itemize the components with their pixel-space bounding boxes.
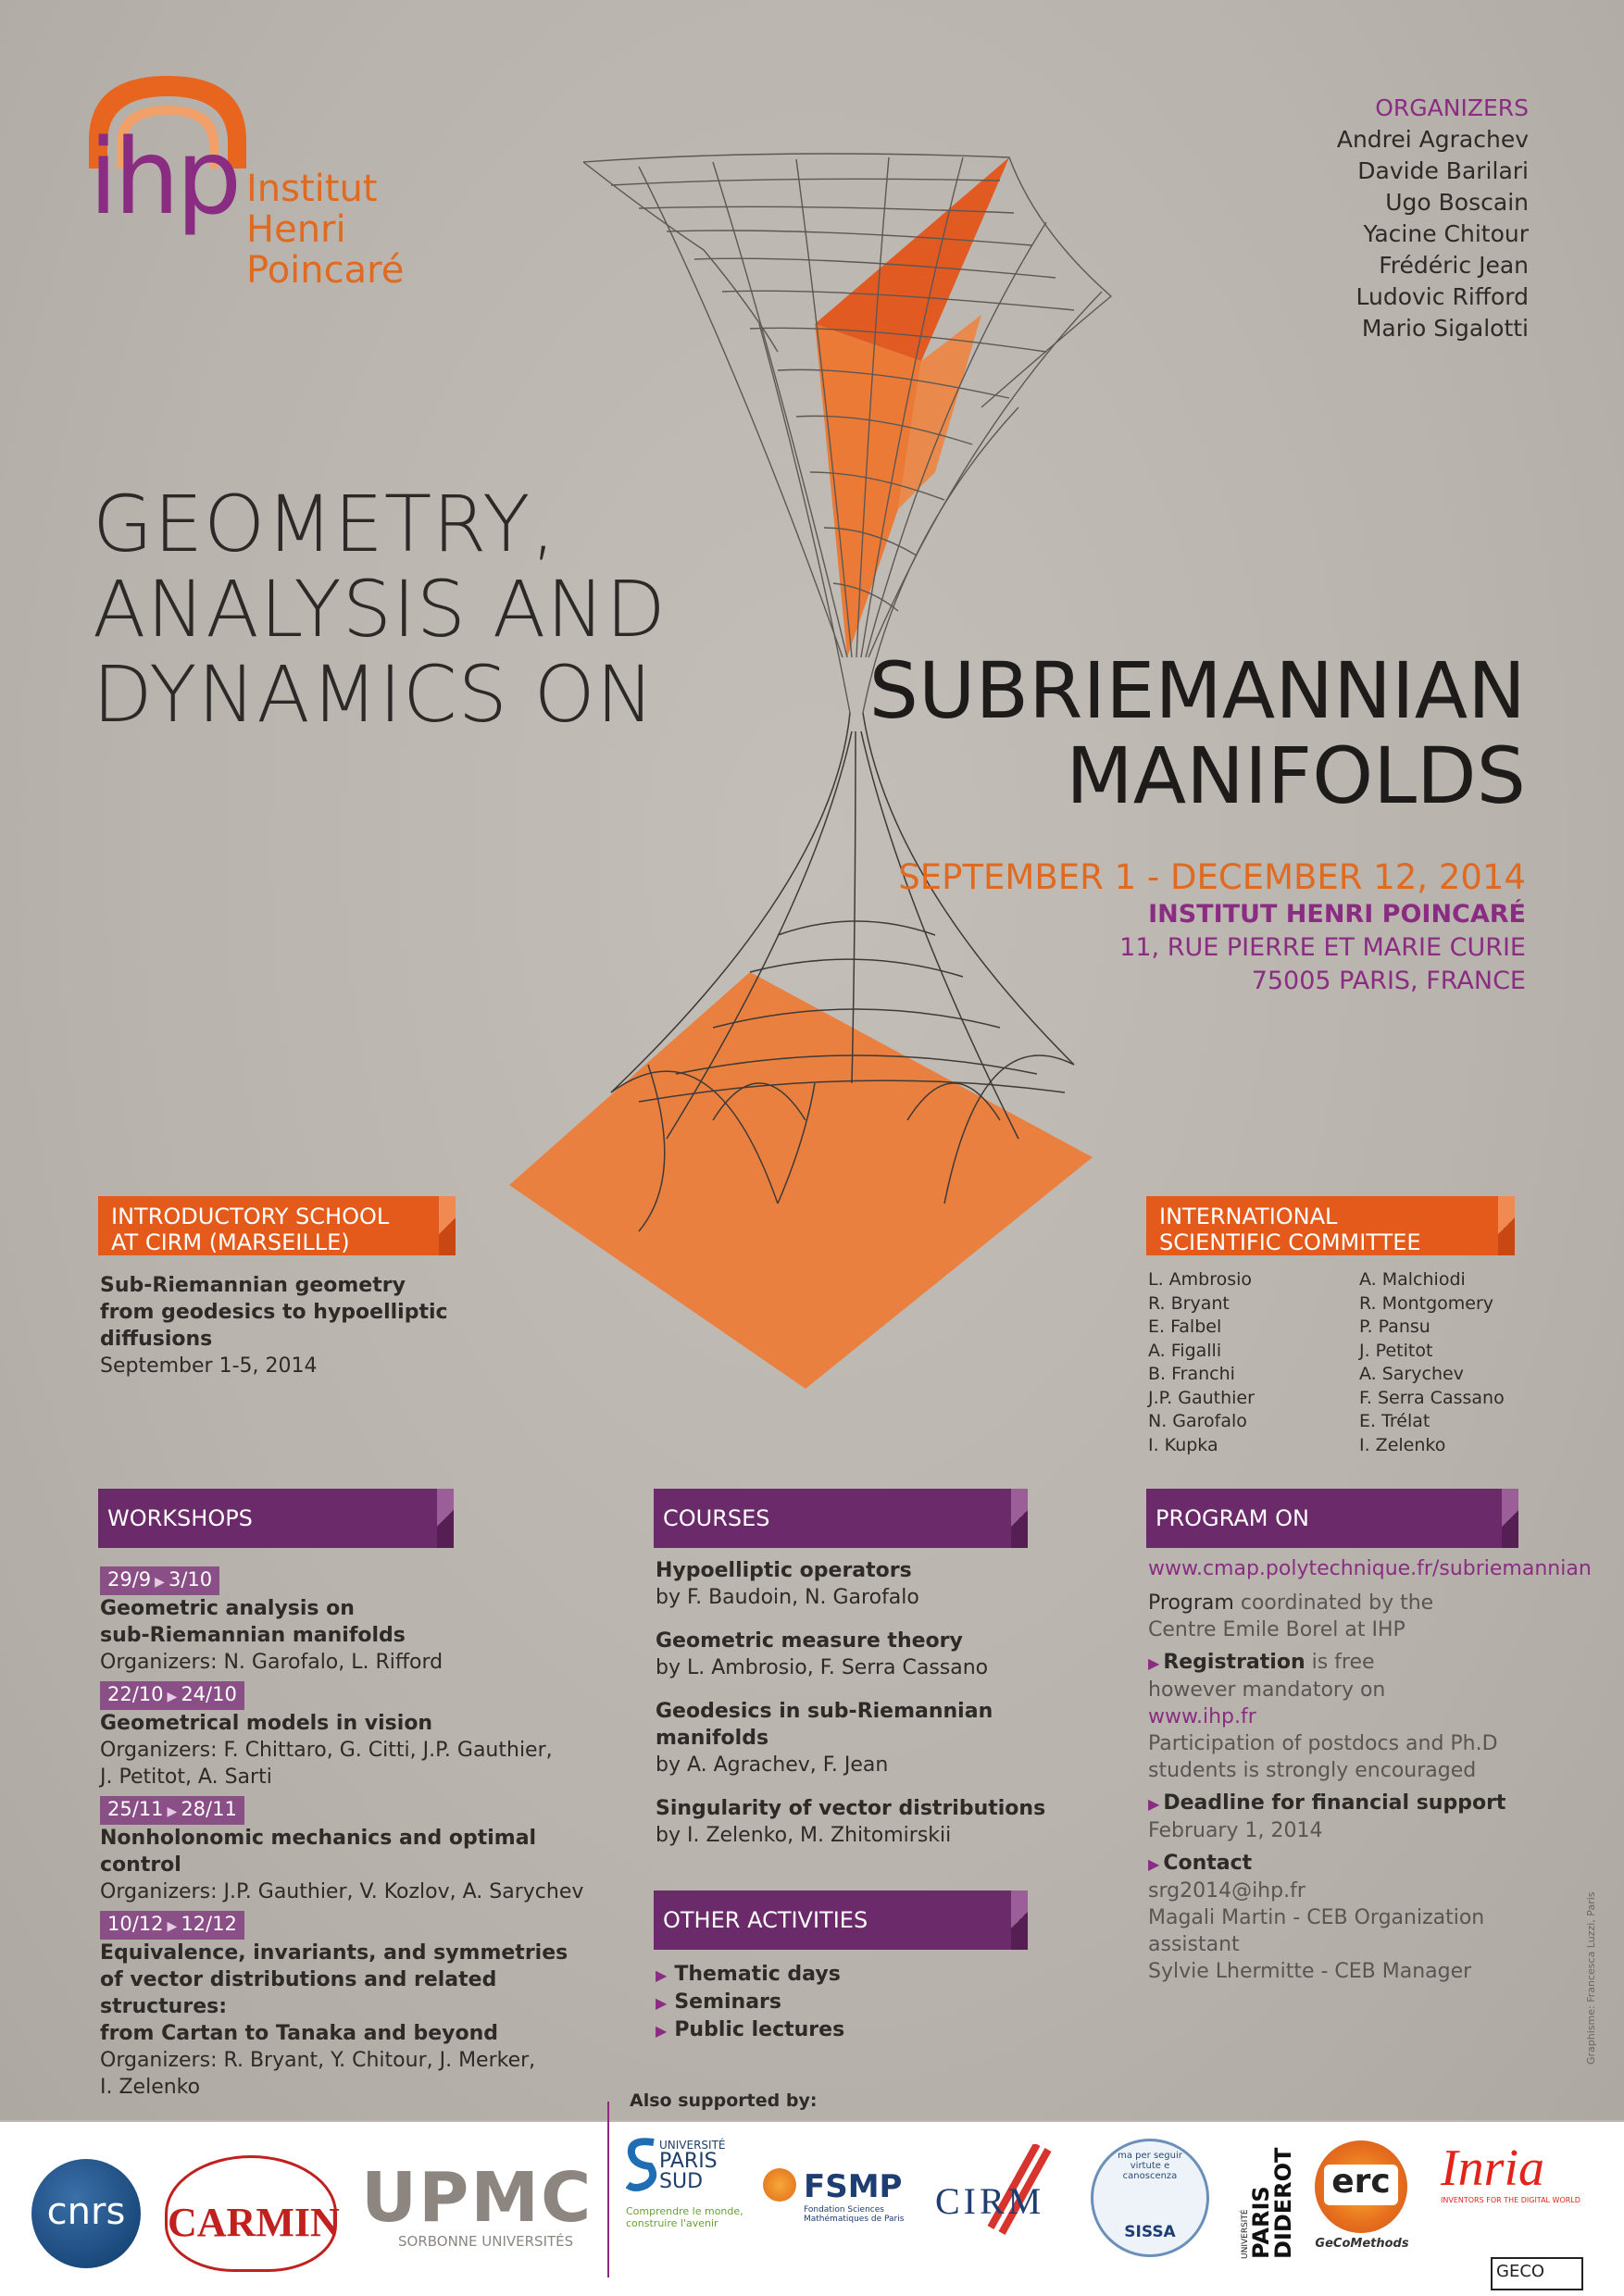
committee-member: N. Garofalo (1148, 1411, 1247, 1431)
activity-item (656, 1989, 844, 2016)
arrow-right-icon: ▶ (1148, 1795, 1160, 1813)
school-title-line: diffusions (100, 1328, 213, 1351)
committee-member: R. Bryant (1148, 1292, 1230, 1314)
ihp-logo (80, 67, 431, 307)
title-line: ANALYSIS AND (93, 564, 667, 655)
coord-label: Program (1148, 1591, 1234, 1615)
committee-col-2 (1359, 1268, 1505, 1457)
also-supported-label: Also supported by: (630, 2090, 818, 2111)
organizers-block (1337, 93, 1529, 344)
banner-fold (1011, 1489, 1028, 1548)
registration-text: is free (1305, 1651, 1375, 1674)
inria-label: Inria (1441, 2140, 1544, 2197)
orange-diamond-shape (509, 972, 1093, 1389)
deadline-date: February 1, 2014 (1148, 1819, 1323, 1842)
event-dates: SEPTEMBER 1 - DECEMBER 12, 2014 (898, 857, 1526, 897)
contact-line-text: Sylvie Lhermitte - CEB Manager (1148, 1960, 1472, 1983)
committee-member: F. Serra Cassano (1359, 1387, 1505, 1408)
registration-label: Registration (1163, 1651, 1305, 1674)
banner-fold (1011, 1890, 1028, 1950)
arrow-right-icon: ▶ (656, 1994, 668, 2012)
organizers-heading: ORGANIZERS (1375, 94, 1529, 121)
school-banner (98, 1196, 439, 1255)
deadline-label: Deadline for financial support (1163, 1791, 1506, 1815)
fsmp-label: FSMP (804, 2168, 903, 2205)
coord-text: coordinated by the (1233, 1591, 1434, 1615)
date-from: 10/12 (107, 1913, 164, 1935)
banner-fold (1502, 1489, 1518, 1548)
workshop-date-pill (100, 1681, 244, 1710)
committee-member: J.P. Gauthier (1148, 1387, 1255, 1408)
paris-sud-tagline: Comprendre le monde, construire l'avenir (626, 2205, 743, 2229)
committee-member: B. Franchi (1148, 1364, 1235, 1384)
arrow-right-icon: ▶ (656, 2022, 668, 2040)
cnrs-logo (31, 2159, 141, 2268)
workshops-list (100, 1561, 600, 2101)
arrow-right-icon: ▶ (167, 1690, 178, 1704)
course-lecturers: by I. Zelenko, M. Zhitomirskii (656, 1824, 952, 1847)
address-line: 75005 PARIS, FRANCE (1251, 967, 1526, 995)
cirm-logo (935, 2144, 1076, 2246)
date-from: 25/11 (107, 1798, 164, 1820)
courses-banner (654, 1489, 1011, 1548)
registration-line (1148, 1649, 1555, 1677)
school-text (100, 1272, 448, 1379)
cirm-label: CIRM (935, 2180, 1045, 2222)
activity-label: Public lectures (674, 2018, 845, 2041)
date-to: 12/12 (181, 1913, 237, 1935)
contact-label: Contact (1163, 1852, 1253, 1875)
contact-line-text: Magali Martin - CEB Organization (1148, 1906, 1485, 1929)
fsmp-flower-icon (763, 2168, 796, 2202)
other-activities-banner (654, 1890, 1011, 1950)
paris-diderot-logo (1241, 2111, 1294, 2259)
organizer-name: Mario Sigalotti (1361, 315, 1529, 342)
activity-item (656, 1961, 844, 1989)
title-line: SUBRIEMANNIAN (868, 645, 1526, 736)
workshop-organizers: I. Zelenko (100, 2076, 201, 2099)
carmin-logo (165, 2155, 340, 2272)
workshop-organizers: Organizers: R. Bryant, Y. Chitour, J. Merker, (100, 2049, 536, 2072)
course-item (656, 1557, 1063, 1611)
workshop-organizers: Organizers: N. Garofalo, L. Rifford (100, 1651, 443, 1674)
course-item (656, 1628, 1063, 1681)
program-coordination (1148, 1590, 1555, 1616)
program-info (1148, 1555, 1592, 1985)
diderot-line: DIDEROT (1270, 2147, 1296, 2259)
arrow-right-icon: ▶ (155, 1575, 165, 1590)
supported-divider (607, 2102, 609, 2277)
date-to: 3/10 (168, 1568, 213, 1591)
arrow-right-icon: ▶ (167, 1919, 178, 1934)
contact-line (1148, 1850, 1555, 1878)
other-activities-list (656, 1961, 844, 2044)
course-item (656, 1795, 1063, 1849)
registration-link[interactable]: www.ihp.fr (1148, 1705, 1256, 1728)
date-to: 24/10 (181, 1683, 237, 1705)
paris-sud-text (659, 2139, 726, 2192)
title-left (93, 479, 667, 740)
geco-label: GECO (1496, 2262, 1545, 2281)
workshop-title-line: Geometric analysis on (100, 1597, 355, 1620)
title-line: MANIFOLDS (1066, 730, 1526, 821)
erc-sub: GeCoMethods (1315, 2237, 1409, 2251)
workshop-organizers: J. Petitot, A. Sarti (100, 1766, 272, 1789)
committee-member: J. Petitot (1359, 1340, 1433, 1361)
banner-fold (439, 1196, 456, 1255)
arrow-right-icon: ▶ (656, 1966, 668, 1984)
ihp-logo-name (246, 168, 404, 291)
address-line: 11, RUE PIERRE ET MARIE CURIE (1119, 933, 1526, 962)
title-right (868, 645, 1526, 821)
arrow-right-icon: ▶ (167, 1804, 178, 1819)
inria-sub: INVENTORS FOR THE DIGITAL WORLD (1441, 2196, 1580, 2204)
event-institute: INSTITUT HENRI POINCARÉ (1148, 900, 1526, 929)
workshop-title-line: of vector distributions and related structures: (100, 1968, 497, 2018)
workshop-title-line: Equivalence, invariants, and symmetries (100, 1941, 568, 1965)
sissa-logo (1091, 2139, 1209, 2257)
course-title: Hypoelliptic operators (656, 1559, 912, 1582)
committee-banner (1146, 1196, 1498, 1255)
banner-line: SCIENTIFIC COMMITTEE (1159, 1229, 1421, 1255)
organizer-name: Davide Barilari (1357, 157, 1529, 184)
workshop-title-line: from Cartan to Tanaka and beyond (100, 2022, 499, 2045)
workshop-organizers: Organizers: J.P. Gauthier, V. Kozlov, A. Sarychev (100, 1880, 584, 1903)
banner-line: INTERNATIONAL (1159, 1204, 1338, 1229)
coord-text-line: Centre Emile Borel at IHP (1148, 1618, 1405, 1641)
course-title: manifolds (656, 1727, 769, 1750)
committee-member: A. Figalli (1148, 1340, 1222, 1361)
committee-col-1 (1148, 1268, 1255, 1457)
course-title: Geodesics in sub-Riemannian (656, 1700, 993, 1723)
carmin-label: CARMIN (168, 2200, 340, 2245)
organizer-name: Ugo Boscain (1385, 189, 1529, 216)
banner-label: WORKSHOPS (107, 1505, 253, 1531)
program-banner (1146, 1489, 1502, 1548)
paris-sud-line: UNIVERSITÉ (659, 2139, 726, 2152)
course-title: Singularity of vector distributions (656, 1797, 1046, 1820)
banner-label: OTHER ACTIVITIES (663, 1907, 868, 1933)
participation-line: Participation of postdocs and Ph.D (1148, 1732, 1498, 1755)
school-title-line: from geodesics to hypoelliptic (100, 1301, 448, 1324)
date-to: 28/11 (181, 1798, 237, 1820)
arrow-right-icon: ▶ (1148, 1654, 1160, 1672)
erc-label: erc (1331, 2163, 1391, 2201)
ihp-logo-letters: ihp (89, 118, 239, 238)
banner-line: INTRODUCTORY SCHOOL (111, 1204, 390, 1229)
banner-line: AT CIRM (MARSEILLE) (111, 1229, 350, 1255)
title-line: GEOMETRY, (93, 479, 557, 569)
title-line: DYNAMICS ON (93, 649, 656, 740)
committee-member: I. Kupka (1148, 1434, 1218, 1455)
program-url-link[interactable]: www.cmap.polytechnique.fr/subriemannian (1148, 1557, 1592, 1580)
committee-member: R. Montgomery (1359, 1292, 1494, 1314)
upmc-sub: SORBONNE UNIVERSITÉS (398, 2233, 574, 2250)
deadline-line (1148, 1790, 1555, 1817)
school-title-line: Sub-Riemannian geometry (100, 1274, 406, 1297)
paris-sud-s-icon (626, 2137, 657, 2192)
inria-logo (1441, 2140, 1617, 2204)
diderot-line: PARIS (1248, 2186, 1274, 2259)
course-lecturers: by F. Baudoin, N. Garofalo (656, 1586, 919, 1609)
workshop-item (100, 1561, 600, 1676)
committee-member: A. Sarychev (1359, 1364, 1464, 1384)
workshop-title-line: sub-Riemannian manifolds (100, 1624, 406, 1647)
workshop-title-line: Geometrical models in vision (100, 1712, 433, 1735)
contact-line-text: assistant (1148, 1933, 1240, 1956)
geco-logo (1491, 2257, 1583, 2290)
date-from: 29/9 (107, 1568, 152, 1591)
fsmp-sub: Fondation Sciences Mathématiques de Paris (804, 2205, 905, 2224)
arrow-right-icon: ▶ (1148, 1855, 1160, 1873)
cnrs-label: cnrs (46, 2190, 126, 2233)
workshop-item (100, 1905, 600, 2101)
organizer-name: Andrei Agrachev (1336, 126, 1529, 153)
workshop-organizers: Organizers: F. Chittaro, G. Citti, J.P. Gauthier, (100, 1739, 553, 1762)
course-title: Geometric measure theory (656, 1629, 963, 1653)
organizer-name: Ludovic Rifford (1355, 283, 1529, 310)
committee-member: E. Trélat (1359, 1411, 1430, 1431)
organizer-name: Yacine Chitour (1363, 220, 1529, 247)
banner-fold (437, 1489, 454, 1548)
upmc-label: UPMC (361, 2158, 593, 2238)
diderot-sub: UNIVERSITÉ (1241, 2209, 1250, 2259)
graphic-credit: Graphisme: Francesca Luzzi, Paris (1585, 1891, 1597, 2065)
workshop-title-line: Nonholonomic mechanics and optimal control (100, 1827, 537, 1877)
activity-label: Seminars (674, 1990, 781, 2014)
committee-member: P. Pansu (1359, 1316, 1430, 1337)
committee-member: I. Zelenko (1359, 1434, 1446, 1455)
ihp-name-line: Institut (246, 168, 378, 210)
activity-label: Thematic days (674, 1963, 841, 1986)
workshops-banner (98, 1489, 437, 1548)
banner-label: COURSES (663, 1505, 770, 1531)
banner-fold (1498, 1196, 1515, 1255)
paris-sud-line: SUD (659, 2170, 704, 2193)
sissa-label: SISSA (1124, 2223, 1176, 2241)
workshop-date-pill (100, 1796, 244, 1825)
ihp-name-line: Poincaré (246, 249, 405, 292)
registration-text-line: however mandatory on (1148, 1678, 1386, 1702)
erc-logo (1311, 2140, 1413, 2252)
contact-email[interactable]: srg2014@ihp.fr (1148, 1879, 1305, 1903)
course-item (656, 1698, 1063, 1778)
course-lecturers: by L. Ambrosio, F. Serra Cassano (656, 1656, 989, 1679)
workshop-date-pill (100, 1566, 219, 1595)
organizer-name: Frédéric Jean (1379, 252, 1529, 279)
upmc-logo (361, 2158, 593, 2250)
courses-list (656, 1557, 1063, 1849)
school-dates: September 1-5, 2014 (100, 1354, 318, 1378)
sissa-motto: ma per seguir virtute e canoscenza (1118, 2151, 1182, 2181)
course-lecturers: by A. Agrachev, F. Jean (656, 1753, 889, 1777)
date-from: 22/10 (107, 1683, 164, 1705)
committee-member: L. Ambrosio (1148, 1269, 1253, 1290)
committee-member: A. Malchiodi (1359, 1269, 1466, 1290)
workshop-item (100, 1676, 600, 1791)
participation-line: students is strongly encouraged (1148, 1759, 1477, 1782)
workshop-item (100, 1791, 600, 1905)
committee-member: E. Falbel (1148, 1316, 1222, 1337)
banner-label: PROGRAM ON (1156, 1505, 1309, 1531)
workshop-date-pill (100, 1911, 244, 1940)
event-address (1119, 931, 1526, 998)
paris-sud-line: PARIS (659, 2150, 718, 2173)
activity-item (656, 2016, 844, 2044)
ihp-name-line: Henri (246, 208, 346, 251)
